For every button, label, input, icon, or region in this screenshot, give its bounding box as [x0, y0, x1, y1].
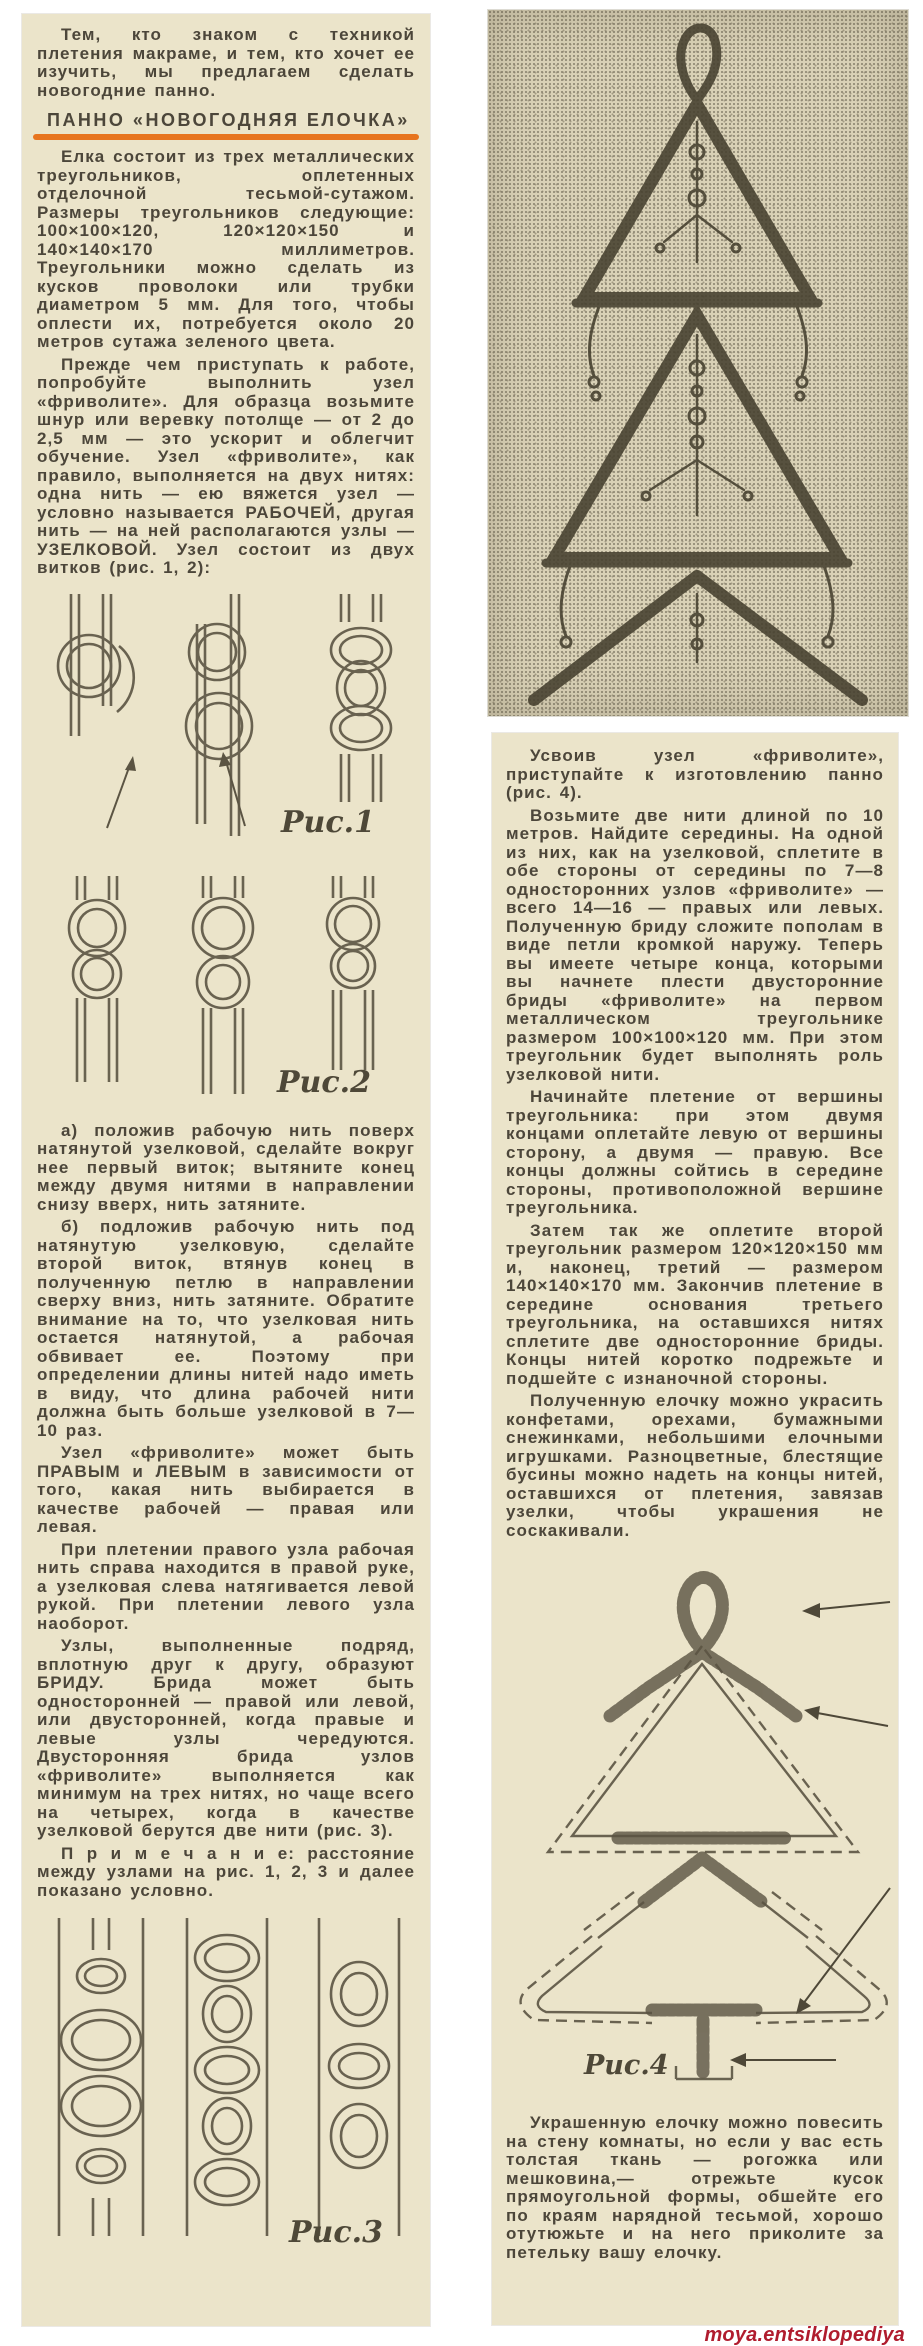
paragraph-step-b: б) подложив рабочую нить под натянутую узелковую, сделайте второй виток, втянув конец в полученную петлю в направлении сверху вниз, нить затяните. Обратите внимание на то, что узелковая нить остается натянутой, а рабочая обвивает ее. Поэтому при определении длины нитей надо иметь в виду, что длина рабочей нити должна быть больше узелковой в 7—10 раз.: [37, 1217, 415, 1440]
paragraph-weaving-hands: При плетении правого узла рабочая нить справа находится в правой руке, а узелковая слева натягивается левой рукой. При плетении левого узла наоборот.: [37, 1539, 415, 1633]
paragraph-hanging: Украшенную елочку можно повесить на стену комнаты, но если у вас есть толстая ткань — рогожка или мешковина,— отрежьте кусок прямоугольной формы, обшейте его по краям нарядной тесьмой, хорошо отутюжьте и на него приколите за петельку вашу елочку.: [506, 2113, 884, 2262]
fig1-arrows: [107, 752, 245, 828]
fig1-knot-diagram: [37, 588, 415, 860]
paragraph-two-threads: Возьмите две нити длиной по 10 метров. Найдите середины. На одной из них, как на узелковой, сплетите в обе стороны от середины по 7—8 односторонних узлов «фриволите» — всего 14—16 — правых или левых. Полученную бриду сложите пополам в виде петли кромкой наружу. Теперь вы имеете четыре конца, которыми вы начнете плести двусторонние бриды «фриволите» на первом металлическом треугольнике размером 100×100×120 мм. При этом треугольник будет выполнять роль узелковой нити.: [506, 805, 884, 1084]
left-column: [22, 14, 430, 2326]
fig4-assembly-diagram: [506, 1558, 898, 2098]
watermark-text: moya.entsiklopediya: [704, 2324, 905, 2346]
intro-paragraph: Тем, кто знаком с техникой плетения макраме, и тем, кто хочет ее изучить, мы предлагаем сделать новогодние панно.: [37, 25, 415, 100]
right-column: [492, 733, 898, 2325]
article-title: ПАННО «НОВОГОДНЯЯ ЕЛОЧКА»: [47, 110, 410, 130]
note-paragraph: П р и м е ч а н и е: расстояние между узлами на рис. 1, 2, 3 и далее показано условно.: [37, 1843, 415, 1900]
paragraph-start-panel: Усвоив узел «фриволите», приступайте к изготовлению панно (рис. 4).: [506, 746, 884, 802]
fig1-caption: Рис.1: [281, 804, 375, 840]
paragraph-second-third-triangle: Затем так же оплетите второй треугольник размером 120×120×150 мм и, наконец, третий — размером 140×140×170 мм. Закончив плетение в середине основания третьего треугольника, на оставшихся нитях сплетите две односторонние бриды. Концы нитей коротко подрежьте и подшейте с изнаночной стороны.: [506, 1220, 884, 1388]
macrame-tree-photo: [488, 10, 908, 716]
paragraph-step-a: а) положив рабочую нить поверх натянутой узелковой, сделайте вокруг нее первый виток; вытяните конец между двумя нитями в направлении снизу вверх, нить затяните.: [37, 1120, 415, 1214]
fig4-caption: Рис.4: [584, 2050, 669, 2081]
paragraph-decorating: Полученную елочку можно украсить конфетами, орехами, бумажными снежинками, небольшими елочными игрушками. Разноцветные, блестящие бусины можно надеть на концы нитей, оставшихся от плетения, завязав узелки, чтобы украшения не соскакивали.: [506, 1391, 884, 1540]
fig2-knot-diagram: [37, 870, 415, 1116]
paragraph-brida: Узлы, выполненные подряд, вплотную друг к другу, образуют БРИДУ. Брида может быть односторонней — правой или левой, или двусторонней, когда правые и левые узлы чередуются. Двусторонняя брида узлов «фриволите» выполняется как минимум на трех нитях, но чаще всего на четырех, когда в качестве узелковой берутся две нити (рис. 3).: [37, 1636, 415, 1840]
fig3-caption: Рис.3: [289, 2215, 383, 2250]
paragraph-from-apex: Начинайте плетение от вершины треугольника: при этом двумя концами оплетайте левую от вершины сторону, а двумя — правую. Все концы должны сойтись в середине стороны, противоположной вершине треугольника.: [506, 1087, 884, 1217]
fig2-caption: Рис.2: [277, 1064, 371, 1100]
paragraph-before-work: Прежде чем приступать к работе, попробуйте выполнить узел «фриволите». Для образца возьмите шнур или веревку потолще — от 2 до 2,5 мм — это ускорит и облегчит обучение. Узел «фриволите», как правило, выполняется на двух нитях: одна нить — ею вяжется узел — условно называется РАБОЧЕЙ, другая нить — на ней располагаются узлы — УЗЕЛКОВОЙ. Узел состоит из двух витков (рис. 1, 2):: [37, 354, 415, 577]
fig3-brida-diagram: [37, 1910, 415, 2252]
paragraph-right-left-knots: Узел «фриволите» может быть ПРАВЫМ и ЛЕВЫМ в зависимости от того, какая нить выбирается в качестве рабочей — правая или левая.: [37, 1443, 415, 1536]
paragraph-tree-sizes: Елка состоит из трех металлических треугольников, оплетенных отделочной тесьмой-сутажом. Размеры треугольников следующие: 100×100×120, 120×120×150 и 140×140×170 миллиметров. Треугольники можно сделать из кусков проволоки или трубки диаметром 5 мм. Для того, чтобы оплести их, потребуется около 20 метров сутажа зеленого цвета.: [37, 147, 415, 351]
title-underline: [33, 134, 419, 140]
